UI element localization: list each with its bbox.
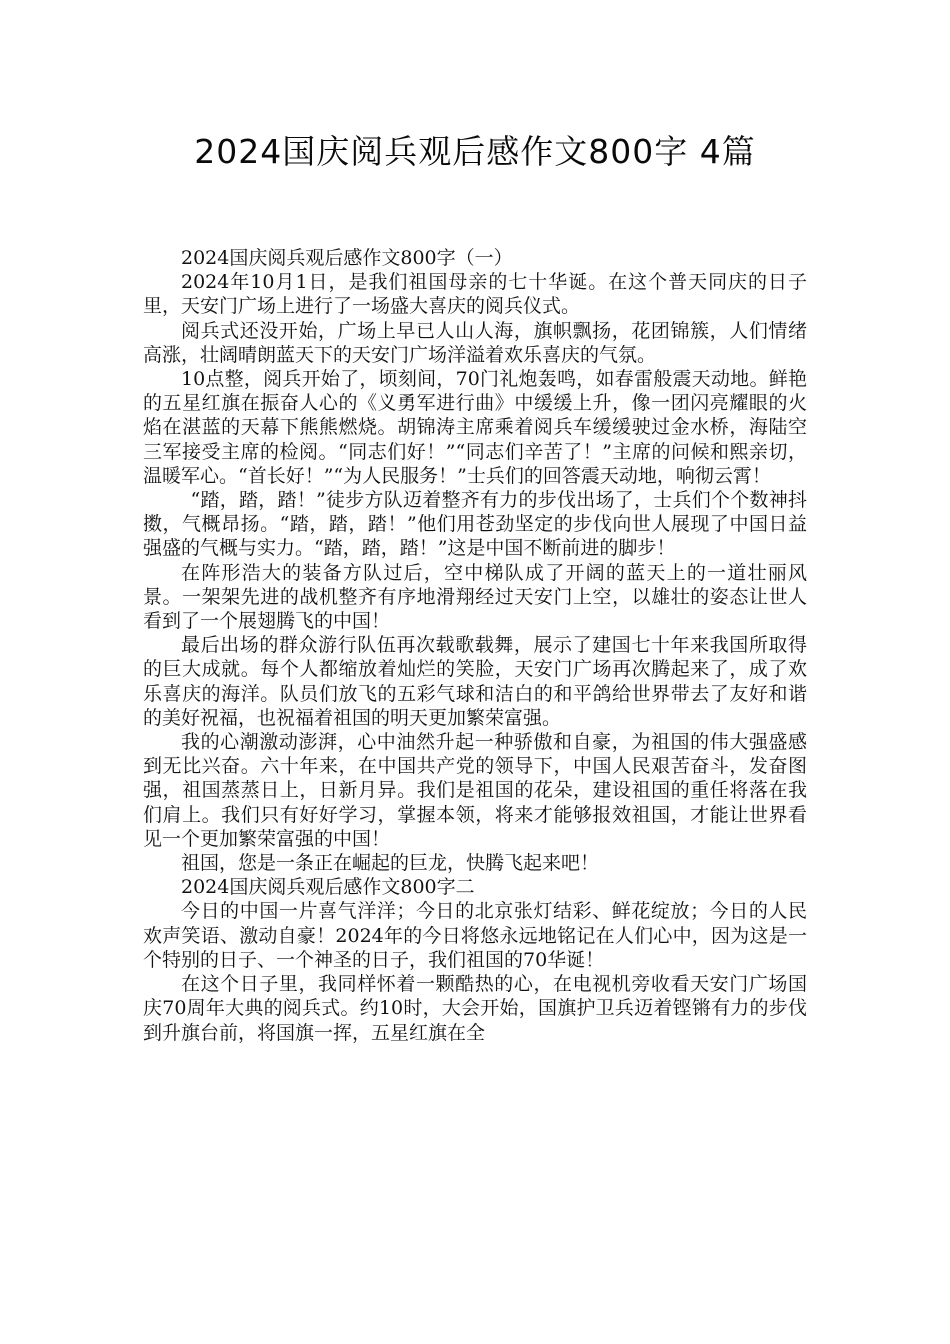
paragraph: 我的心潮激动澎湃，心中油然升起一种骄傲和自豪，为祖国的伟大强盛感到无比兴奋。六十年来，在中国共产党的领导下，中国人民艰苦奋斗，发奋图强，祖国蒸蒸日上，日新月异。我们是祖国的花朵，建设祖国的重任将落在我们肩上。我们只有好好学习，掌握本领，将来才能够报效祖国，才能让世界看见一个更加繁荣富强的中国！ [143,731,807,850]
section-heading-1: 2024国庆阅兵观后感作文800字（一） [181,247,513,269]
section-heading-2: 2024国庆阅兵观后感作文800字二 [181,876,475,899]
paragraph: 今日的中国一片喜气洋洋；今日的北京张灯结彩、鲜花绽放；今日的人民欢声笑语、激动自豪！2024年的今日将悠永远地铭记在人们心中，因为这是一个特别的日子、一个神圣的日子，我们祖国的70华诞！ [143,900,807,971]
document-body [143,246,807,1045]
paragraph: 最后出场的群众游行队伍再次载歌载舞，展示了建国七十年来我国所取得的巨大成就。每个人都缩放着灿烂的笑脸，天安门广场再次腾起来了，成了欢乐喜庆的海洋。队员们放飞的五彩气球和洁白的和平鸽给世界带去了友好和谐的美好祝福，也祝福着祖国的明天更加繁荣富强。 [143,634,807,729]
paragraph: 阅兵式还没开始，广场上早已人山人海，旗帜飘扬，花团锦簇，人们情绪高涨，壮阔晴朗蓝天下的天安门广场洋溢着欢乐喜庆的气氛。 [143,319,807,366]
paragraph: 2024年10月1日，是我们祖国母亲的七十华诞。在这个普天同庆的日子里，天安门广场上进行了一场盛大喜庆的阅兵仪式。 [143,271,807,318]
paragraph: 祖国，您是一条正在崛起的巨龙，快腾飞起来吧！ [181,852,600,875]
document-title: 2024国庆阅兵观后感作文800字 4篇 [194,132,756,171]
paragraph: 在阵形浩大的装备方队过后，空中梯队成了开阔的蓝天上的一道壮丽风景。一架架先进的战机整齐有序地滑翔经过天安门上空，以雄壮的姿态让世人看到了一个展翅腾飞的中国！ [143,561,807,633]
paragraph: 在这个日子里，我同样怀着一颗酷热的心，在电视机旁收看天安门广场国庆70周年大典的阅兵式。约10时，大会开始，国旗护卫兵迈着铿锵有力的步伐到升旗台前，将国旗一挥，五星红旗在全 [143,973,807,1044]
paragraph: “踏，踏，踏！”徒步方队迈着整齐有力的步伐出场了，士兵们个个数神抖擞，气概昂扬。“踏，踏，踏！”他们用苍劲坚定的步伐向世人展现了中国日益强盛的气概与实力。“踏，踏，踏！”这是中国不断前进的脚步！ [143,489,807,560]
paragraph: 10点整，阅兵开始了，顷刻间，70门礼炮轰鸣，如春雷般震天动地。鲜艳的五星红旗在振奋人心的《义勇军进行曲》中缓缓上升，像一团闪亮耀眼的火焰在湛蓝的天幕下熊熊燃烧。胡锦涛主席乘着阅兵车缓缓驶过金水桥，海陆空三军接受主席的检阅。“同志们好！”“同志们辛苦了！”主席的问候和熙亲切，温暖军心。“首长好！”“为人民服务！”士兵们的回答震天动地，响彻云霄！ [143,368,807,487]
